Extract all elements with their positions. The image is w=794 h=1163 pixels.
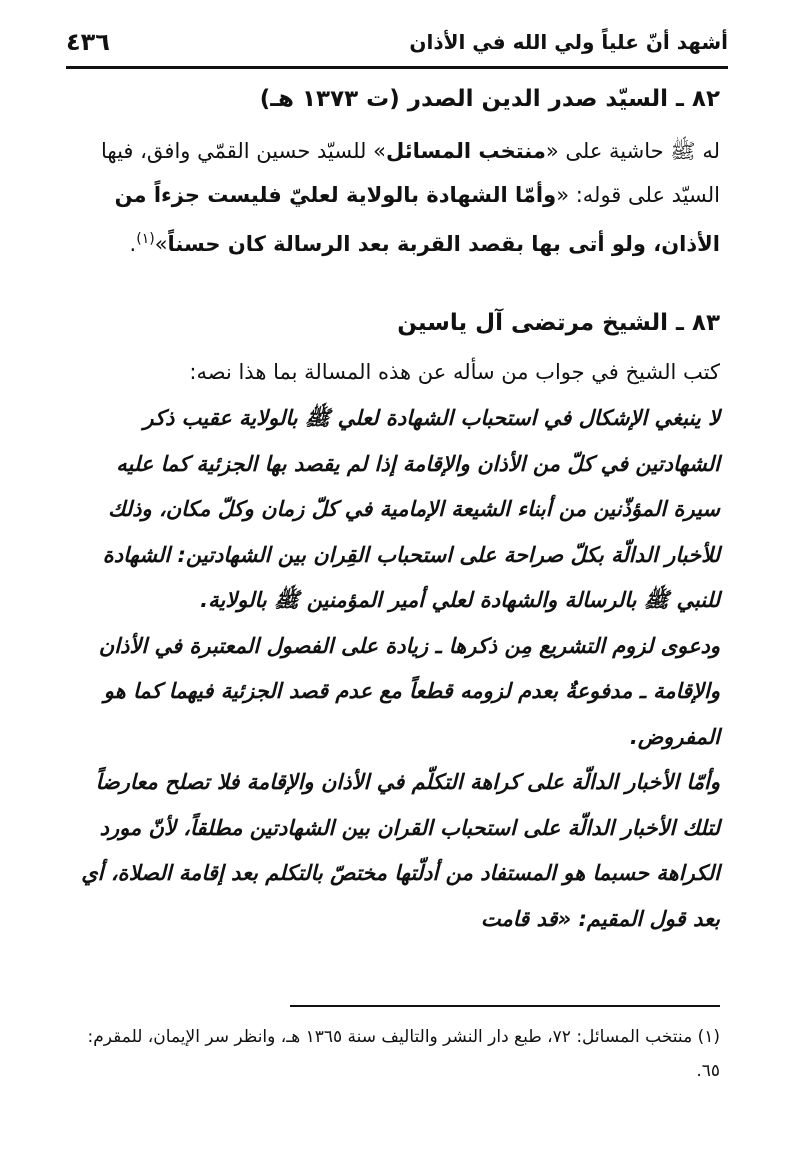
book-title: منتخب المسائل bbox=[385, 139, 546, 163]
paragraph: كتب الشيخ في جواب من سأله عن هذه المسالة بما هذا نصه: bbox=[189, 360, 720, 384]
bold-quote: وأمّا الشهادة بالولاية لعليّ فليست جزءاً من الأذان، ولو أتى بها بقصد القربة بعد الرسالة كان حسناً bbox=[114, 183, 720, 256]
section-82-body bbox=[76, 129, 720, 266]
paragraph bbox=[76, 129, 720, 266]
running-header bbox=[66, 20, 728, 69]
text: » للسيّد حسين القمّي وافق، فيها السيّد على قوله: « bbox=[101, 139, 720, 207]
section-83-intro bbox=[76, 350, 720, 394]
text: » bbox=[154, 232, 168, 256]
footnote-marker[interactable]: (١) bbox=[136, 231, 155, 247]
section-82-heading bbox=[76, 86, 720, 112]
section-heading: ٨٣ ـ الشيخ مرتضى آل ياسين bbox=[397, 310, 720, 336]
text: . bbox=[129, 232, 137, 256]
text: له ﷺ حاشية على « bbox=[545, 139, 720, 163]
footnote bbox=[70, 1020, 720, 1088]
quote-paragraph: لا ينبغي الإشكال في استحباب الشهادة لعلي ﷺ بالولاية عقيب ذكر الشهادتين في كلّ من الأذان والإقامة إذا لم يقصد بها الجزئية كما عليه سيرة المؤذّنين من أبناء الشيعة الإمامية في كلّ زمان وكلّ مكان، وذلك للأخبار الدالّة بكلّ صراحة على استحباب القِران بين الشهادتين: الشهادة للنبي ﷺ بالرسالة والشهادة لعلي أمير المؤمنين ﷺ بالولاية. bbox=[102, 406, 720, 612]
running-title: أشهد أنّ علياً ولي الله في الأذان bbox=[409, 30, 728, 54]
section-83-quote bbox=[76, 396, 720, 942]
footnote-rule bbox=[290, 1005, 720, 1007]
section-83-heading bbox=[76, 310, 720, 336]
footnote-text: (١) منتخب المسائل: ٧٢، طبع دار النشر والتاليف سنة ١٣٦٥ هـ، وانظر سر الإيمان، للمقرم: ٦٥. bbox=[87, 1027, 720, 1081]
section-heading: ٨٢ ـ السيّد صدر الدين الصدر (ت ١٣٧٣ هـ) bbox=[259, 86, 720, 112]
quote-paragraph: ودعوى لزوم التشريع مِن ذكرها ـ زيادة على الفصول المعتبرة في الأذان والإقامة ـ مدفوعةٌ بعدم لزومه قطعاً مع عدم قصد الجزئية فيهما كما هو المفروض. bbox=[98, 633, 720, 749]
quote-paragraph: وأمّا الأخبار الدالّة على كراهة التكلّم في الأذان والإقامة فلا تصلح معارضاً لتلك الأخبار الدالّة على استحباب القران بين الشهادتين مطلقاً، لأنّ مورد الكراهة حسبما هو المستفاد من أدلّتها مختصّ بالتكلم بعد إقامة الصلاة، أي بعد قول المقيم: «قد قامت bbox=[81, 770, 720, 931]
page-number: ٤٣٦ bbox=[66, 28, 110, 56]
